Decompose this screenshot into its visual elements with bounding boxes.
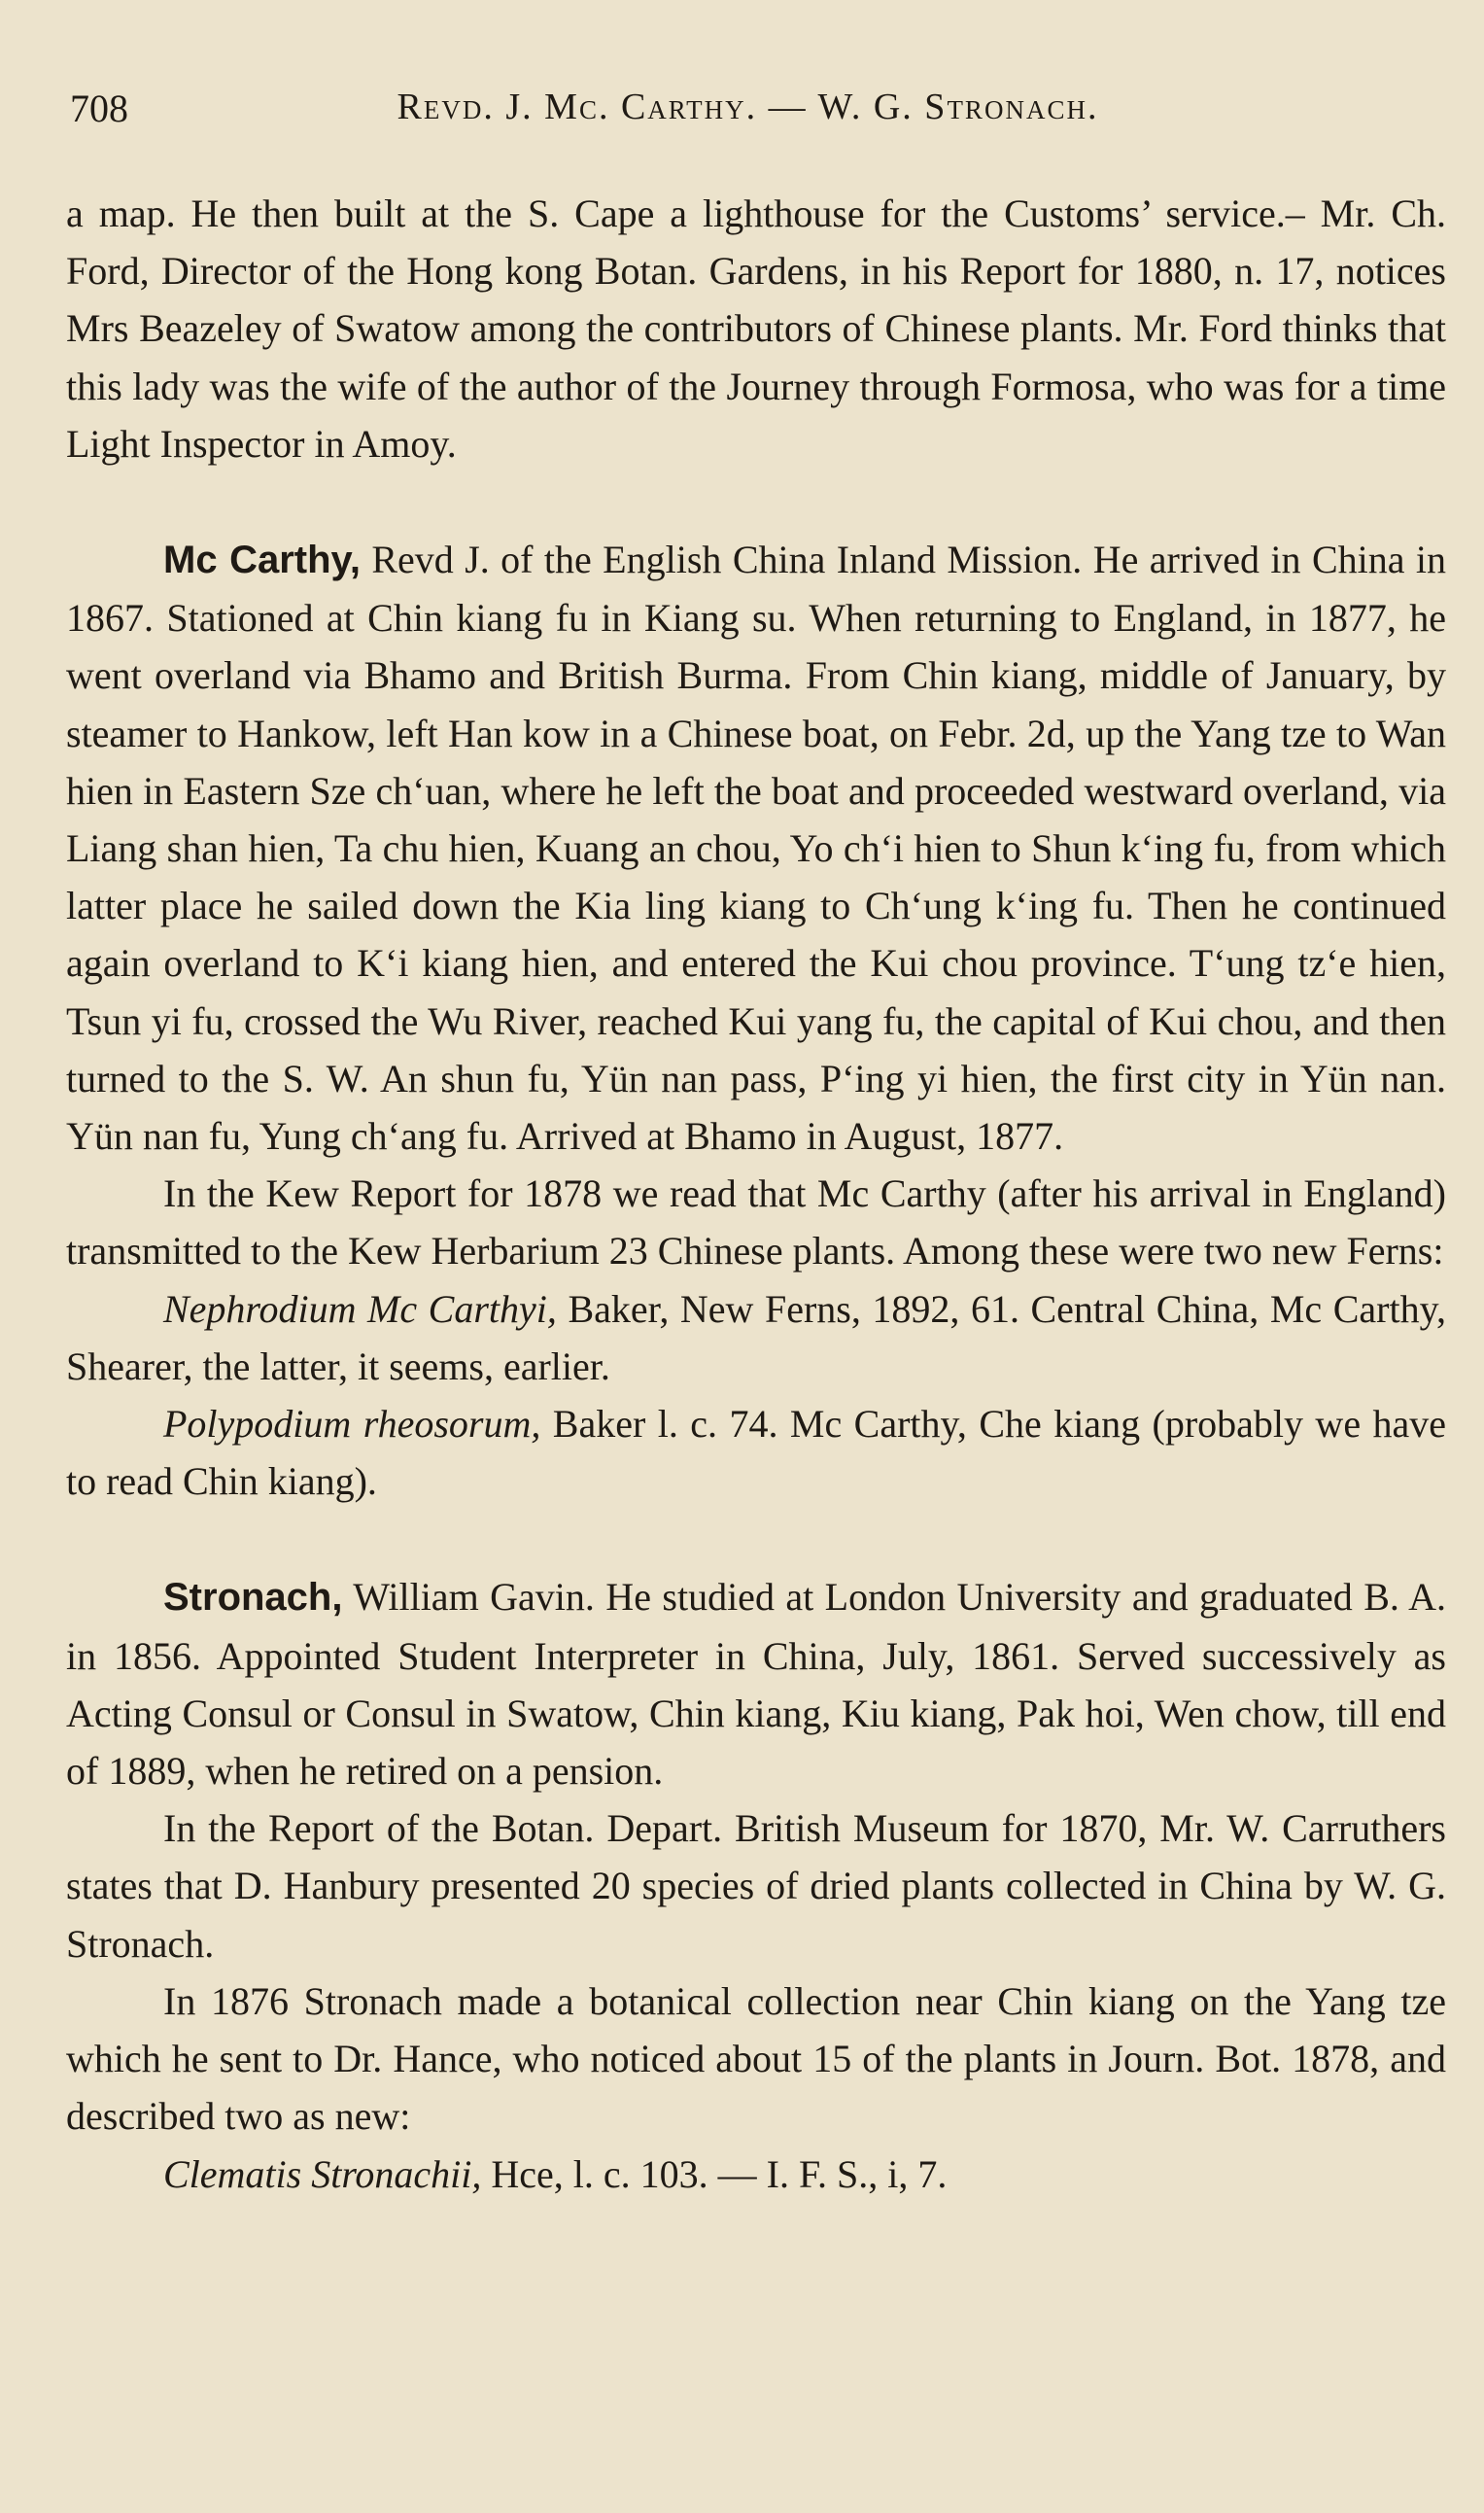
species-name: Polypodium rheosorum, <box>163 1402 541 1447</box>
species-text: Baker l. c. 74. Mc Carthy, Che kiang (probably we have to read Chin kiang). <box>66 1402 1447 1504</box>
species-entry <box>66 1280 1446 1395</box>
entry-paragraph <box>66 1568 1446 1799</box>
paragraph: In 1876 Stronach made a botanical collection near Chin kiang on the Yang tze which he sent to Dr. Hance, who noticed about 15 of the plants in Journ. Bot. 1878, and described two as new: <box>66 1978 1446 2139</box>
species-entry <box>66 1395 1446 1510</box>
entry-text: Revd J. of the English China Inland Mission. He arrived in China in 1867. Stationed at Chin kiang fu in Kiang su. When returning to England, in 1877, he went overland via Bhamo and British Burma. From Chin kiang, middle of January, by steamer to Hankow, left Han kow in a Chinese boat, on Febr. 2d, up the Yang tze to Wan hien in Eastern Sze chʻuan, where he left the boat and proceeded westward overland, via Liang shan hien, Ta chu hien, Kuang an chou, Yo chʻi hien to Shun kʻing fu, from which latter place he sailed down the Kia ling kiang to Chʻung kʻing fu. Then he continued again overland to Kʻi kiang hien, and entered the Kui chou province. Tʻung tzʻe hien, Tsun yi fu, crossed the Wu River, reached Kui yang fu, the capital of Kui chou, and then turned to the S. W. An shun fu, Yün nan pass, Pʻing yi hien, the first city in Yün nan. Yün nan fu, Yung chʻang fu. Arrived at Bhamo in August, 1877. <box>66 538 1447 1159</box>
running-head: Revd. J. Mc. Carthy. — W. G. Stronach. <box>397 87 1099 127</box>
page-header <box>70 86 1426 144</box>
entry-stronach <box>66 1568 1446 2202</box>
entry-paragraph <box>66 531 1446 1165</box>
species-entry <box>66 2146 1446 2203</box>
entry-name: Mc Carthy, <box>163 539 361 582</box>
entry-name: Stronach, <box>163 1576 343 1620</box>
body-text <box>66 185 1446 2203</box>
species-text: Baker, New Ferns, 1892, 61. Central China, Mc Carthy, Shearer, the latter, it seems, earlier. <box>66 1286 1446 1388</box>
paragraph: In the Report of the Botan. Depart. British Museum for 1870, Mr. W. Carruthers states that D. Hanbury presented 20 species of dried plants collected in China by W. G. Stronach. <box>66 1806 1446 1966</box>
species-name: Clematis Stronachii, <box>163 2151 482 2196</box>
species-name: Nephrodium Mc Carthyi, <box>163 1286 557 1331</box>
entry-text: William Gavin. He studied at London University and graduated B. A. in 1856. Appointed Student Interpreter in China, July, 1861. Served successively as Acting Consul or Consul in Swatow, Chin kiang, Kiu kiang, Pak hoi, Wen chow, till end of 1889, when he retired on a pension. <box>66 1575 1446 1794</box>
page-number: 708 <box>70 87 128 130</box>
paragraph: In the Kew Report for 1878 we read that Mc Carthy (after his arrival in England) transmitted to the Kew Herbarium 23 Chinese plants. Among these were two new Ferns: <box>66 1171 1446 1274</box>
intro-paragraph: a map. He then built at the S. Cape a lighthouse for the Customs’ service.– Mr. Ch. Ford, Director of the Hong kong Botan. Gardens, in his Report for 1880, n. 17, notices Mrs Beazeley of Swatow among the contributors of Chinese plants. Mr. Ford thinks that this lady was the wife of the author of the Journey through Formosa, who was for a time Light Inspector in Amoy. <box>66 192 1446 466</box>
species-text: Hce, l. c. 103. — I. F. S., i, 7. <box>481 2151 948 2196</box>
entry-mccarthy <box>66 531 1446 1510</box>
